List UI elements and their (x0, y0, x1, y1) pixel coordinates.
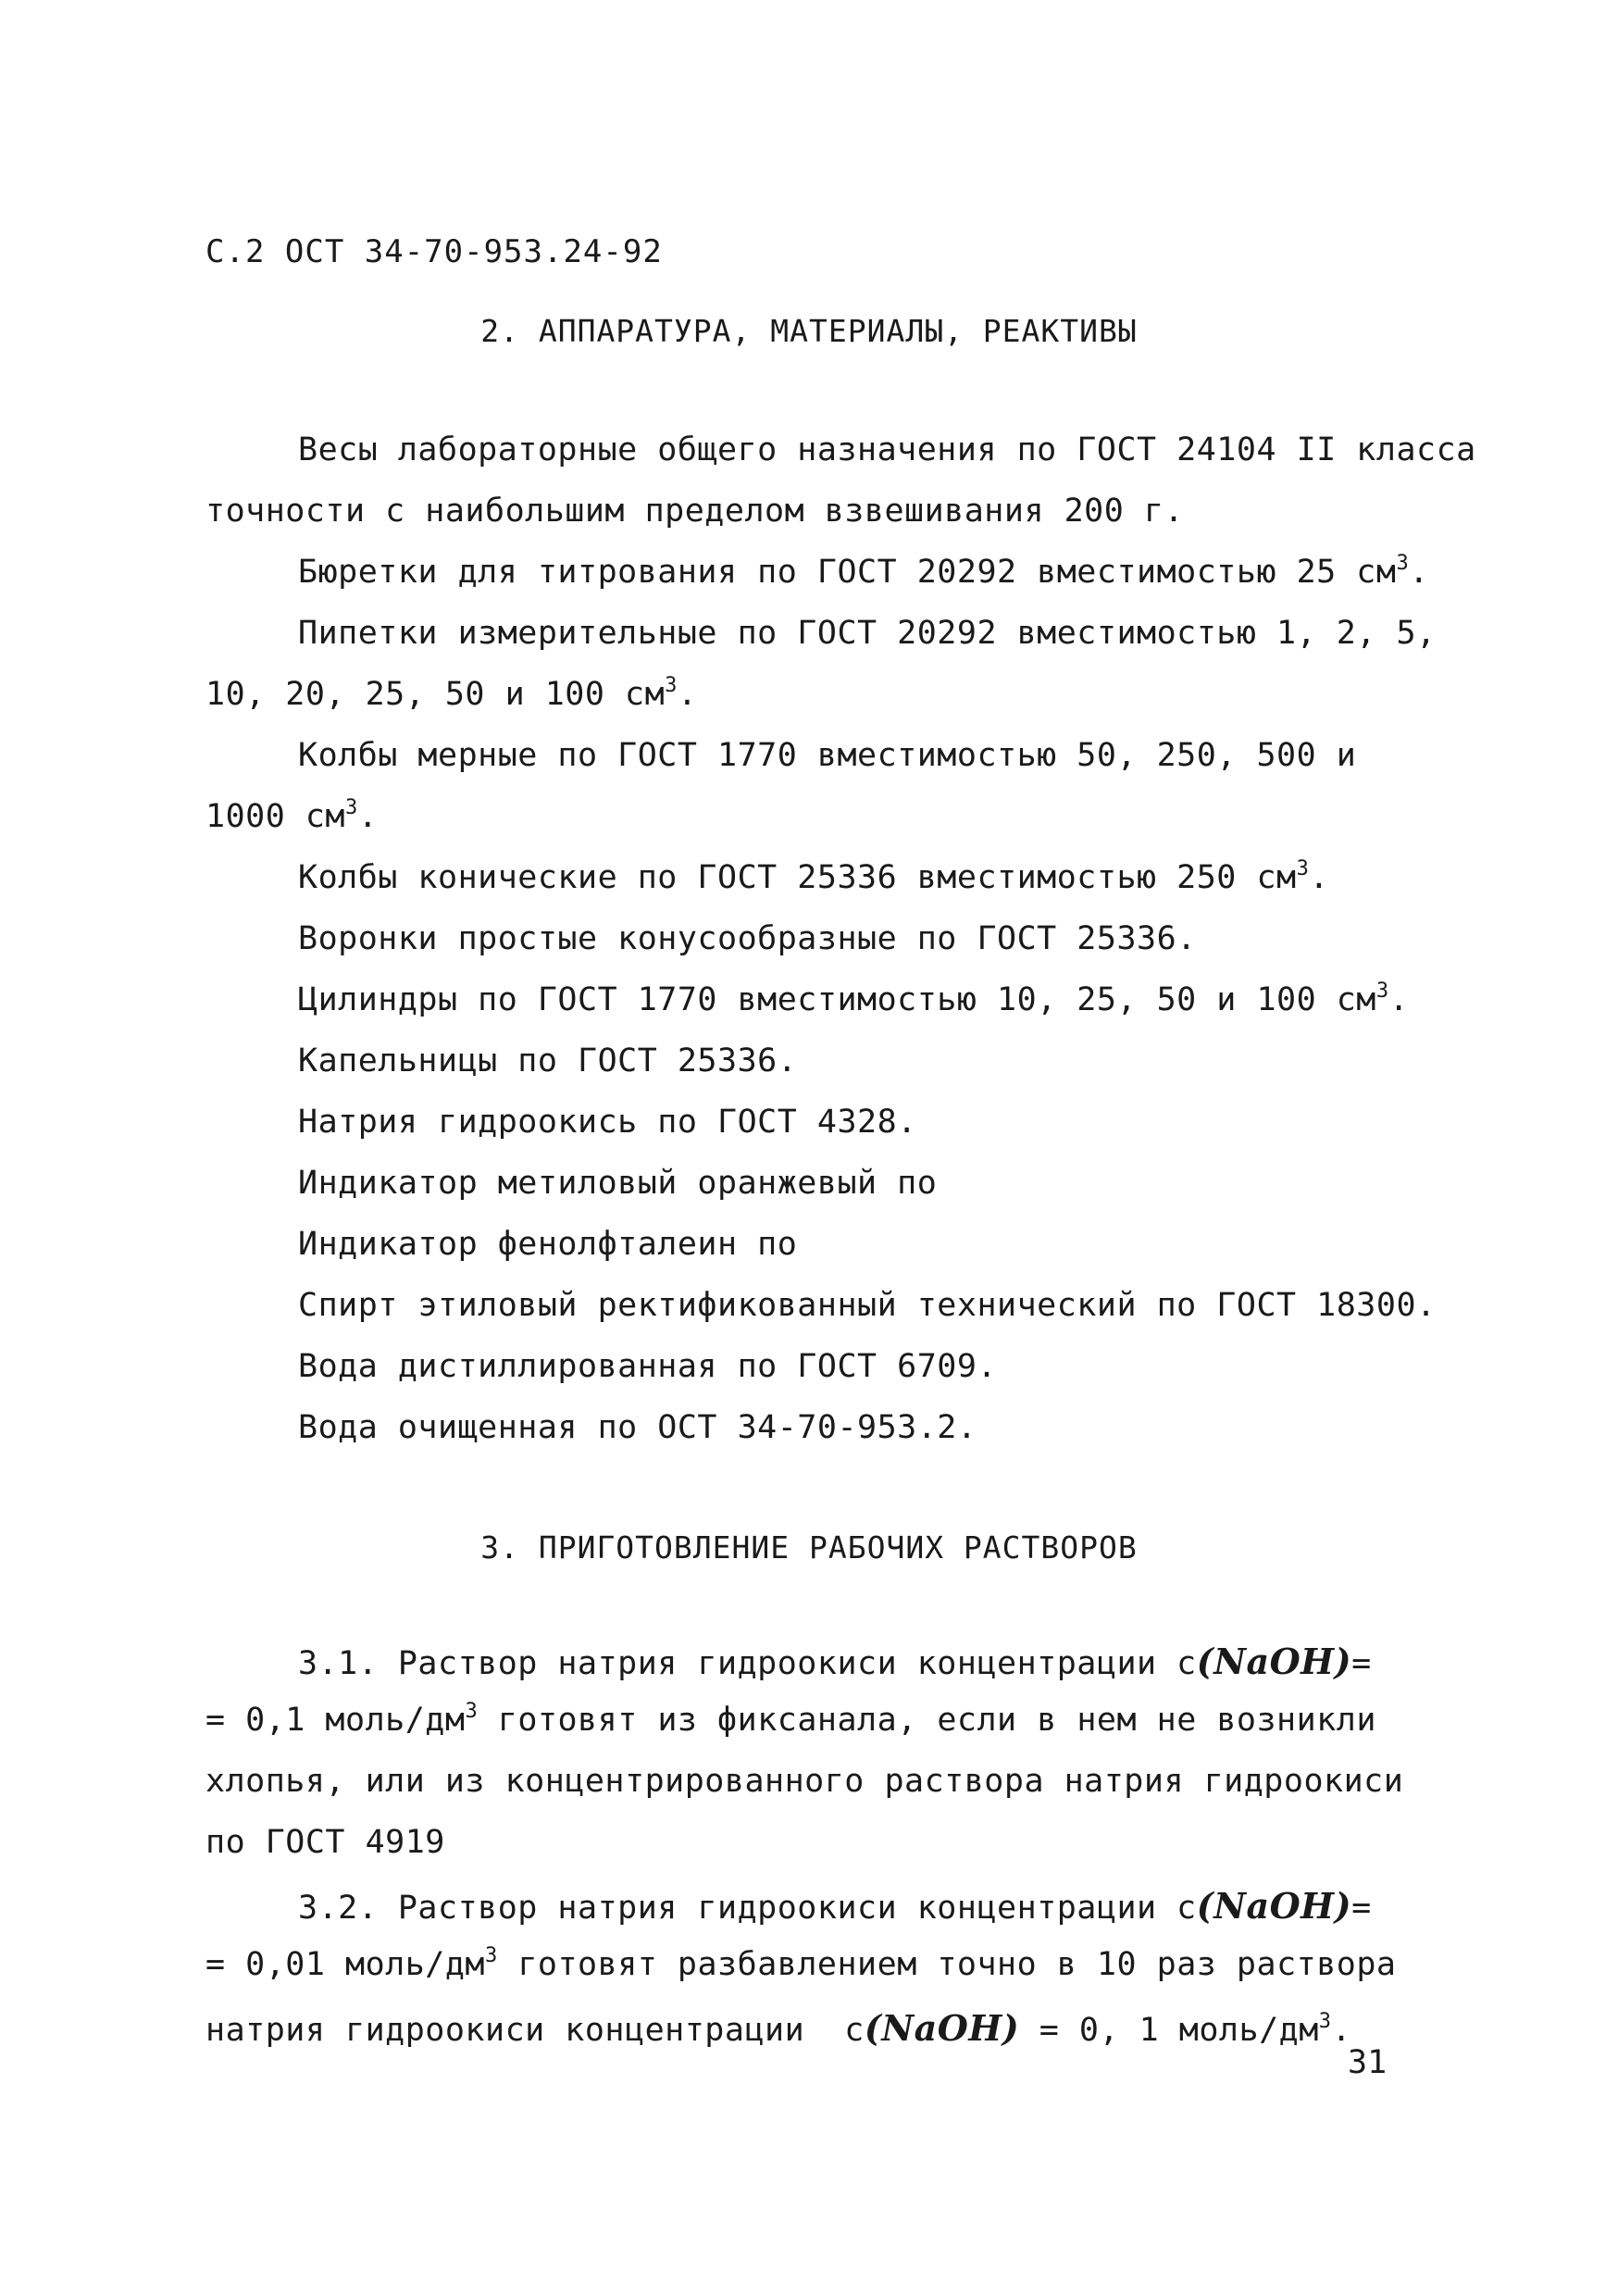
item-volumetric-flasks-line1: Колбы мерные по ГОСТ 1770 вместимостью 50, 250, 500 и (298, 737, 1357, 774)
section-2-title: 2. АППАРАТУРА, МАТЕРИАЛЫ, РЕАКТИВЫ (480, 313, 1138, 349)
para-3-2-line2: = 0,01 моль/$дм^3$ готовят разбавлением точно в 10 раз раствора (205, 1944, 1397, 1983)
item-cylinders: Цилиндры по ГОСТ 1770 вместимостью 10, 25, 50 и 100 $см^3$. (298, 980, 1410, 1018)
item-scales-line1: Весы лабораторные общего назначения по ГОСТ 24104 II класса (298, 431, 1476, 468)
item-burettes: Бюретки для титрования по ГОСТ 20292 вместимостью 25 $см^3$. (298, 552, 1429, 591)
item-funnels: Воронки простые конусообразные по ГОСТ 25336. (298, 920, 1197, 957)
item-ethyl-alcohol: Спирт этиловый ректификованный технический по ГОСТ 18300. (298, 1287, 1437, 1324)
item-scales-line2: точности с наибольшим пределом взвешивания 200 г. (205, 493, 1185, 530)
item-distilled-water: Вода дистиллированная по ГОСТ 6709. (298, 1348, 998, 1385)
para-3-1-line4: по ГОСТ 4919 (205, 1824, 445, 1861)
para-3-1-line1: 3.1. Раствор натрия гидроокиси концентрации с(NaOH)= (298, 1641, 1372, 1682)
item-sodium-hydroxide: Натрия гидроокись по ГОСТ 4328. (298, 1104, 917, 1141)
page-number: 31 (1348, 2044, 1388, 2081)
page-header: С.2 ОСТ 34-70-953.24-92 (205, 233, 663, 270)
para-3-2-line1: 3.2. Раствор натрия гидроокиси концентрации с(NaOH)= (298, 1885, 1372, 1927)
section-3-title: 3. ПРИГОТОВЛЕНИЕ РАБОЧИХ РАСТВОРОВ (480, 1529, 1138, 1566)
para-3-2-line3: натрия гидроокиси концентрации с(NaOH) = 0, 1 моль/$дм^3$. (205, 2007, 1352, 2049)
item-conical-flasks: Колбы конические по ГОСТ 25336 вместимостью 250 $см^3$. (298, 857, 1329, 896)
item-pipettes-line2: 10, 20, 25, 50 и 100 $см^3$. (205, 674, 698, 713)
item-droppers: Капельницы по ГОСТ 25336. (298, 1042, 798, 1079)
formula-naoh: (NaOH) (864, 2007, 1020, 2049)
item-purified-water: Вода очищенная по ОСТ 34-70-953.2. (298, 1409, 977, 1446)
item-phenolphthalein: Индикатор фенолфталеин по (298, 1226, 798, 1263)
item-methyl-orange: Индикатор метиловый оранжевый по (298, 1165, 938, 1202)
item-volumetric-flasks-line2: 1000 $см^3$. (205, 796, 379, 835)
para-3-1-line3: хлопья, или из концентрированного раствора натрия гидроокиси (205, 1763, 1404, 1800)
formula-naoh: (NaOH) (1196, 1641, 1352, 1682)
item-pipettes-line1: Пипетки измерительные по ГОСТ 20292 вместимостью 1, 2, 5, (298, 615, 1437, 652)
para-3-1-line2: = 0,1 моль/$дм^3$ готовят из фиксанала, если в нем не возникли (205, 1700, 1376, 1739)
formula-naoh: (NaOH) (1196, 1885, 1352, 1927)
